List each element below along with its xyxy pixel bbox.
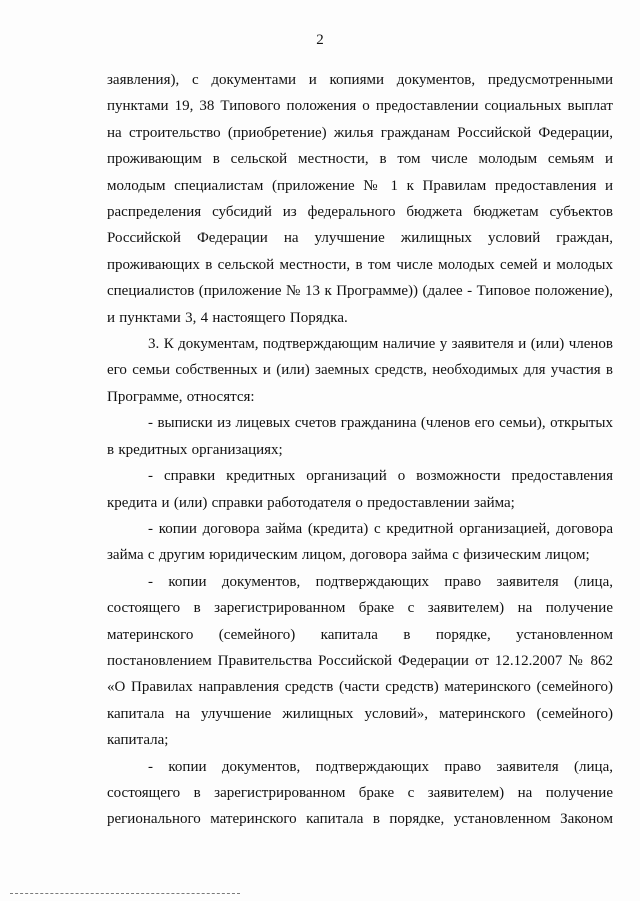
text-line: его семьи собственных и (или) заемных средств, необходимых для участия в	[107, 362, 613, 379]
text-line: Программе, относятся:	[107, 388, 255, 405]
text-line: - копии документов, подтверждающих право заявителя (лица,	[148, 573, 613, 590]
list-item-regional-maternity-capital	[107, 754, 613, 833]
text-line: материнского (семейного) капитала в порядке, установленном	[107, 626, 613, 643]
text-line: - справки кредитных организаций о возможности предоставления	[148, 468, 613, 485]
text-line: молодым специалистам (приложение № 1 к Правилам предоставления и	[107, 177, 613, 194]
text-line: - копии договора займа (кредита) с кредитной организацией, договора	[148, 520, 613, 537]
text-line: постановлением Правительства Российской Федерации от 12.12.2007 № 862	[107, 652, 613, 669]
text-line: распределения субсидий из федерального бюджета бюджетам субъектов	[107, 204, 613, 221]
text-line: состоящего в зарегистрированном браке с заявителем) на получение	[107, 600, 613, 617]
text-line: - выписки из лицевых счетов гражданина (членов его семьи), открытых	[148, 415, 613, 432]
paragraph-item-3	[107, 331, 613, 410]
text-line: заявления), с документами и копиями документов, предусмотренными	[107, 72, 613, 88]
paragraph-continuation	[107, 67, 613, 331]
text-line: - копии документов, подтверждающих право заявителя (лица,	[148, 758, 613, 775]
list-item-maternity-capital	[107, 569, 613, 754]
page-number: 2	[316, 32, 324, 48]
text-line: на строительство (приобретение) жилья гражданам Российской Федерации,	[107, 124, 613, 141]
footer-divider	[10, 893, 240, 894]
text-line: займа с другим юридическим лицом, договора займа с физическим лицом;	[107, 547, 590, 564]
text-line: капитала на улучшение жилищных условий», материнского (семейного)	[107, 705, 613, 722]
text-line: Российской Федерации на улучшение жилищных условий граждан,	[107, 230, 613, 247]
document-body	[107, 67, 613, 833]
list-item-loan-agreements	[107, 516, 613, 569]
text-line: проживающим в сельской местности, в том числе молодым семьям и	[107, 151, 613, 168]
list-item-bank-certificates	[107, 463, 613, 516]
text-line: в кредитных организациях;	[107, 441, 283, 458]
list-item-account-statements	[107, 410, 613, 463]
text-line: пунктами 19, 38 Типового положения о предоставлении социальных выплат	[107, 98, 613, 115]
text-line: капитала;	[107, 732, 169, 749]
text-line: 3. К документам, подтверждающим наличие у заявителя и (или) членов	[148, 336, 613, 353]
text-line: проживающих в сельской местности, в том числе молодых семей и молодых	[107, 256, 613, 273]
text-line: и пунктами 3, 4 настоящего Порядка.	[107, 309, 348, 326]
text-line: специалистов (приложение № 13 к Программе)) (далее - Типовое положение),	[107, 283, 613, 300]
text-line: регионального материнского капитала в порядке, установленном Законом	[107, 811, 613, 828]
text-line: состоящего в зарегистрированном браке с заявителем) на получение	[107, 784, 613, 801]
text-line: «О Правилах направления средств (части средств) материнского (семейного)	[107, 679, 613, 696]
text-line: кредита и (или) справки работодателя о предоставлении займа;	[107, 494, 515, 511]
